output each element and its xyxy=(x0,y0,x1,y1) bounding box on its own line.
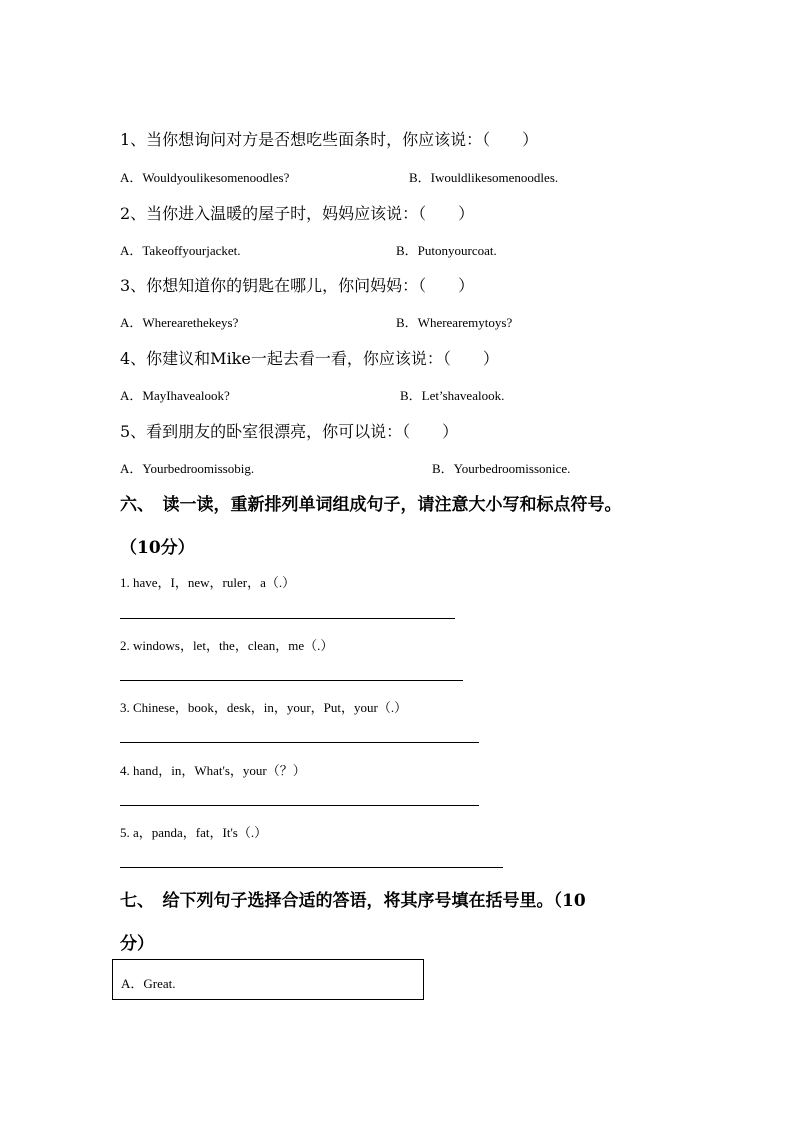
answer-option-a: A．Great. xyxy=(121,976,176,991)
question-4-option-b: B．Let’shavealook. xyxy=(400,388,505,403)
question-1-option-a: A．Wouldyoulikesomenoodles? xyxy=(120,170,290,185)
reorder-item-2: 2. windows，let，the，clean，me（.） xyxy=(120,638,334,653)
question-1-option-b: B．Iwouldlikesomenoodles. xyxy=(409,170,559,185)
reorder-item-1: 1. have，I，new，ruler，a（.） xyxy=(120,575,296,590)
question-5-option-a: A．Yourbedroomissobig. xyxy=(120,461,255,476)
reorder-item-3: 3. Chinese，book，desk，in，your，Put，your（.） xyxy=(120,700,408,715)
answer-line-4 xyxy=(120,805,479,806)
question-2-stem: 2、当你进入温暖的屋子时，妈妈应该说：（ ） xyxy=(120,204,475,223)
section-7-heading: 七、 给下列句子选择合适的答语，将其序号填在括号里。（10 xyxy=(120,891,586,911)
question-3-stem: 3、你想知道你的钥匙在哪儿，你问妈妈：（ ） xyxy=(120,276,475,295)
question-1-stem: 1、当你想询问对方是否想吃些面条时，你应该说：（ ） xyxy=(120,130,539,149)
section-7-points: 分） xyxy=(120,934,154,954)
section-6-heading: 六、 读一读，重新排列单词组成句子，请注意大小写和标点符号。 xyxy=(120,495,622,515)
reorder-item-5: 5. a，panda，fat，It's（.） xyxy=(120,825,268,840)
question-2-option-b: B．Putonyourcoat. xyxy=(396,243,497,258)
question-5-option-b: B．Yourbedroomissonice. xyxy=(432,461,571,476)
answer-line-5 xyxy=(120,867,503,868)
answer-line-1 xyxy=(120,618,455,619)
question-3-option-a: A．Wherearethekeys? xyxy=(120,315,239,330)
question-4-stem: 4、你建议和Mike一起去看一看，你应该说：（ ） xyxy=(120,349,499,368)
reorder-item-4: 4. hand，in，What's，your（？） xyxy=(120,763,306,778)
question-2-option-a: A．Takeoffyourjacket. xyxy=(120,243,241,258)
section-6-points: （10分） xyxy=(120,538,195,558)
question-4-option-a: A．MayIhavealook? xyxy=(120,388,230,403)
answer-line-2 xyxy=(120,680,463,681)
answer-options-box xyxy=(112,959,424,1000)
answer-line-3 xyxy=(120,742,479,743)
question-3-option-b: B．Wherearemytoys? xyxy=(396,315,513,330)
question-5-stem: 5、看到朋友的卧室很漂亮，你可以说：（ ） xyxy=(120,422,459,441)
